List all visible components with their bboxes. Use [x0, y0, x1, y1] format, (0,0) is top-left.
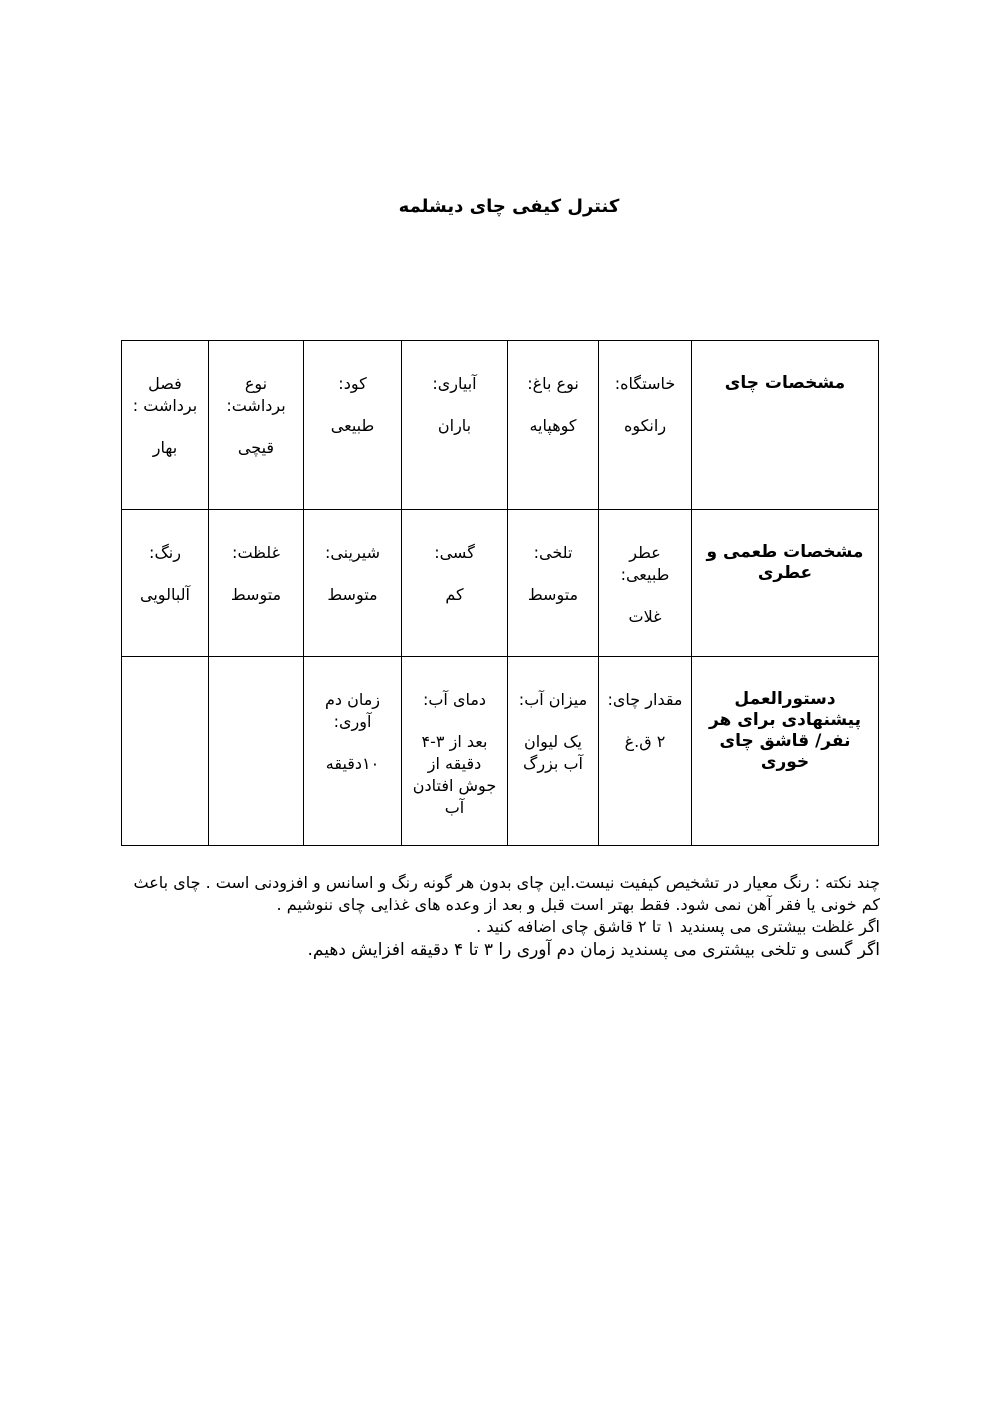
cell-label: نوع باغ: — [527, 374, 579, 393]
cell-value: آلبالویی — [140, 585, 190, 604]
table-cell — [209, 510, 304, 657]
table-cell — [304, 657, 402, 846]
cell-value: ۱۰دقیقه — [325, 754, 380, 773]
table-cell — [599, 341, 692, 510]
cell-value: متوسط — [527, 585, 579, 604]
tea-spec-table — [121, 340, 879, 846]
cell-label: کود: — [338, 374, 367, 393]
table-row-taste-aroma — [122, 510, 879, 657]
table-row-tea-specs — [122, 341, 879, 510]
table-cell — [402, 510, 508, 657]
cell-label: مقدار چای: — [607, 690, 683, 709]
table-cell — [508, 510, 599, 657]
cell-value: قیچی — [237, 438, 275, 457]
cell-value: ۲ ق.غ — [624, 732, 666, 751]
table-cell — [122, 341, 209, 510]
notes-paragraph: اگر غلظت بیشتری می پسندید ۱ تا ۲ قاشق چای اضافه کنید . — [476, 917, 880, 936]
table-cell — [304, 341, 402, 510]
table-cell — [508, 341, 599, 510]
cell-value: رانکوه — [623, 416, 667, 435]
table-cell — [508, 657, 599, 846]
cell-label: دمای آب: — [422, 690, 487, 709]
cell-label: رنگ: — [149, 543, 181, 562]
page-title: کنترل کیفی چای دیشلمه — [398, 196, 620, 217]
cell-label: تلخی: — [533, 543, 573, 562]
cell-value: غلات — [628, 607, 662, 626]
cell-value: متوسط — [230, 585, 282, 604]
cell-label: نوع برداشت: — [226, 374, 286, 415]
notes-section — [121, 872, 880, 962]
cell-value: یک لیوان آب بزرگ — [523, 732, 583, 773]
row-header: مشخصات طعمی و عطری — [692, 510, 879, 657]
cell-label: فصل برداشت : — [132, 374, 198, 415]
cell-value: طبیعی — [330, 416, 375, 435]
cell-label: شیرینی: — [324, 543, 381, 562]
cell-label: زمان دم آوری: — [324, 690, 381, 731]
row-header: مشخصات چای — [692, 341, 879, 510]
table-cell-empty — [209, 657, 304, 846]
cell-value: بعد از ۳-۴ دقیقه از جوش افتادن آب — [412, 732, 497, 817]
table-cell — [122, 510, 209, 657]
table-row-brewing-instructions — [122, 657, 879, 846]
cell-label: گسی: — [434, 543, 475, 562]
cell-value: باران — [437, 416, 472, 435]
cell-label: میزان آب: — [518, 690, 588, 709]
table-cell — [599, 510, 692, 657]
table-cell — [209, 341, 304, 510]
cell-value: متوسط — [327, 585, 378, 604]
table-cell — [402, 657, 508, 846]
table-cell — [304, 510, 402, 657]
cell-value: بهار — [152, 438, 178, 457]
notes-paragraph: چند نکته : رنگ معیار در تشخیص کیفیت نیست.این چای بدون هر گونه رنگ و اسانس و افزودنی است . چای باعث کم خونی یا فقر آهن نمی شود. فقط بهتر است قبل و بعد از وعده های غذایی چای ننوشیم . — [133, 873, 880, 914]
cell-label: عطر طبیعی: — [620, 543, 670, 584]
cell-value: کوهپایه — [529, 416, 577, 435]
table-cell — [402, 341, 508, 510]
cell-label: غلظت: — [232, 543, 280, 562]
notes-paragraph: اگر گسی و تلخی بیشتری می پسندید زمان دم آوری را ۳ تا ۴ دقیقه افزایش دهیم. — [307, 940, 880, 960]
row-header: دستورالعمل پیشنهادی برای هر نفر/ قاشق چای خوری — [692, 657, 879, 846]
table-cell-empty — [122, 657, 209, 846]
cell-label: خاستگاه: — [614, 374, 676, 393]
cell-label: آبیاری: — [432, 374, 477, 393]
table-cell — [599, 657, 692, 846]
cell-value: کم — [445, 585, 464, 604]
